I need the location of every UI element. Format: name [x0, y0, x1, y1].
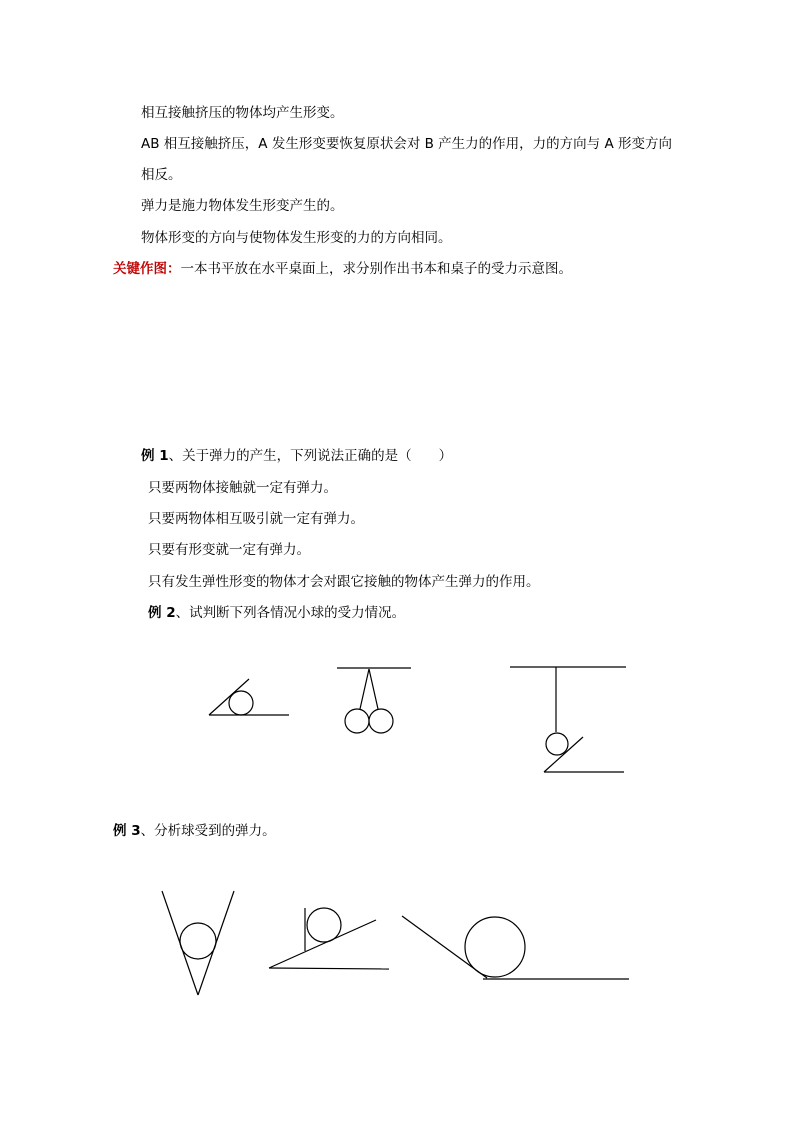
- ex2-fig1-ball-incline: [209, 679, 289, 715]
- ex2-fig2-ball-right: [369, 709, 393, 733]
- paragraph-1: 相互接触挤压的物体均产生形变。: [141, 105, 344, 121]
- key-drawing-label: 关键作图: [113, 261, 167, 277]
- example3-label: 例 3: [113, 823, 141, 839]
- key-drawing-text: 一本书平放在水平桌面上，求分别作出书本和桌子的受力示意图。: [180, 261, 572, 277]
- ex3-fig3-ball-slope: [402, 916, 629, 979]
- ex3-fig1-ball: [180, 923, 216, 959]
- example1-option-a: 只要两物体接触就一定有弹力。: [148, 480, 337, 496]
- ex3-fig2-ground: [269, 968, 389, 969]
- ex2-fig2-hanging-balls: [337, 668, 411, 733]
- ex3-fig1-v-groove: [162, 891, 234, 995]
- ex2-fig1-incline: [209, 679, 249, 715]
- ex2-fig3-hanging-ball-incline: [510, 667, 626, 772]
- paragraph-2: AB 相互接触挤压，A 发生形变要恢复原状会对 B 产生力的作用，力的方向与 A 形变方向: [141, 136, 672, 152]
- example2-label: 例 2: [148, 605, 176, 621]
- example1-question: 、关于弹力的产生，下列说法正确的是（ ）: [168, 448, 453, 464]
- key-drawing-colon: ：: [167, 261, 181, 277]
- example1-label: 例 1: [141, 448, 169, 464]
- ex3-fig2-incline-wall: [269, 908, 389, 969]
- ex2-fig3-ball: [546, 733, 568, 755]
- example3-question: 、分析球受到的弹力。: [140, 823, 276, 839]
- paragraph-3: 相反。: [141, 167, 182, 183]
- ex2-fig3-incline: [544, 737, 583, 772]
- example1-option-b: 只要两物体相互吸引就一定有弹力。: [148, 511, 364, 527]
- paragraph-5: 物体形变的方向与使物体发生形变的力的方向相同。: [141, 230, 452, 246]
- ex2-fig1-ball: [229, 691, 253, 715]
- ex3-fig3-ball: [465, 917, 525, 977]
- ex2-fig2-string-left: [360, 669, 369, 709]
- ex3-fig2-ball: [307, 908, 341, 942]
- ex2-fig2-string-right: [369, 669, 378, 709]
- example2-question: 、试判断下列各情况小球的受力情况。: [175, 605, 406, 621]
- paragraph-4: 弹力是施力物体发生形变产生的。: [141, 198, 344, 214]
- ex2-fig2-ball-left: [345, 709, 369, 733]
- example1-option-c: 只要有形变就一定有弹力。: [148, 542, 310, 558]
- ex3-fig2-incline: [269, 920, 376, 968]
- example1-option-d: 只有发生弹性形变的物体才会对跟它接触的物体产生弹力的作用。: [148, 574, 540, 590]
